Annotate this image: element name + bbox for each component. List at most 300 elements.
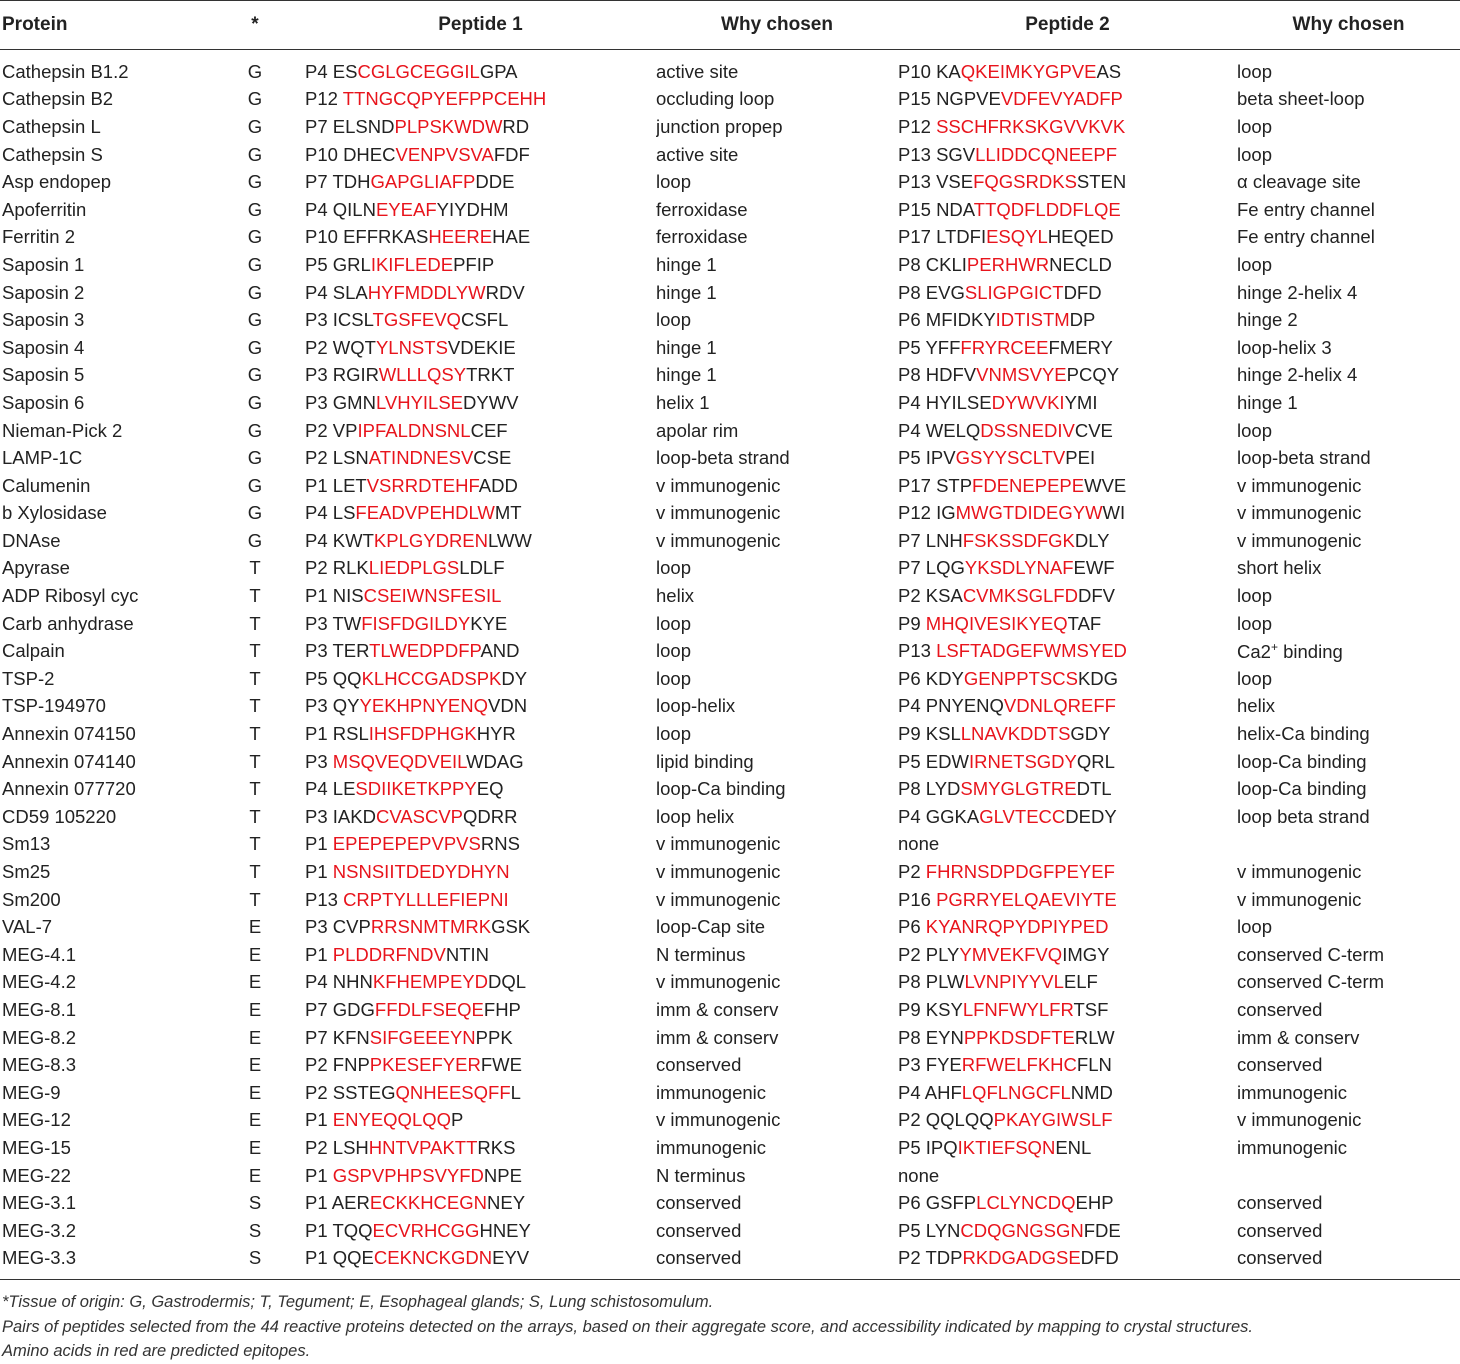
protein-name: MEG-8.2 bbox=[2, 1026, 77, 1048]
why-chosen-2 bbox=[1237, 472, 1460, 500]
why-chosen-2-text: hinge 1 bbox=[1237, 391, 1298, 413]
peptide-flank-n: LQG bbox=[925, 557, 965, 579]
peptide-epitope: IHSFDPHGK bbox=[368, 723, 477, 745]
tissue-code: G bbox=[247, 447, 263, 469]
peptide-position: P16 bbox=[898, 888, 931, 910]
peptide-epitope: FFDLFSEQE bbox=[374, 998, 484, 1020]
why-chosen-2-text: v immunogenic bbox=[1237, 529, 1362, 551]
why-chosen-2 bbox=[1237, 748, 1460, 776]
peptide-epitope: QNHEESQFF bbox=[395, 1081, 511, 1103]
peptide-position: P13 bbox=[898, 640, 931, 662]
peptide-2-cell bbox=[898, 665, 1237, 693]
peptide-position: P2 bbox=[305, 557, 328, 579]
peptide-position: P7 bbox=[305, 998, 328, 1020]
peptide-position: P2 bbox=[305, 336, 328, 358]
peptide-1-cell bbox=[305, 1051, 656, 1079]
why-chosen-2 bbox=[1237, 1024, 1460, 1052]
protein-name: Saposin 2 bbox=[2, 281, 85, 303]
peptide-position: P9 bbox=[898, 998, 921, 1020]
peptide-epitope: FEADVPEHDLW bbox=[355, 502, 495, 524]
peptide-epitope: SMYGLGTRE bbox=[960, 778, 1077, 800]
peptide-position: P3 bbox=[305, 364, 328, 386]
peptide-2-cell bbox=[898, 1051, 1237, 1079]
tissue-code: G bbox=[247, 281, 263, 303]
peptide-flank-c: RKS bbox=[477, 1136, 516, 1158]
why-chosen-2-text: hinge 2 bbox=[1237, 309, 1298, 331]
peptide-flank-n: NGPVE bbox=[936, 88, 1001, 110]
peptide-flank-n: ELSND bbox=[332, 115, 395, 137]
why-chosen-2-text: conserved C-term bbox=[1237, 943, 1385, 965]
table-row bbox=[0, 306, 1460, 334]
peptide-epitope: SSCHFRKSKGVVKVK bbox=[936, 115, 1126, 137]
tissue-code: G bbox=[247, 391, 263, 413]
col-header-tissue: * bbox=[205, 1, 305, 50]
peptide-epitope: PPKDSDFTE bbox=[963, 1026, 1075, 1048]
tissue-code: T bbox=[249, 557, 261, 579]
tissue-code: G bbox=[247, 309, 263, 331]
peptide-2-cell bbox=[898, 1024, 1237, 1052]
peptide-flank-n: DHEC bbox=[343, 143, 396, 165]
peptide-1-cell bbox=[305, 720, 656, 748]
protein-name: Asp endopep bbox=[2, 171, 112, 193]
peptide-flank-c: FHP bbox=[483, 998, 521, 1020]
why-chosen-2-text: helix bbox=[1237, 695, 1276, 717]
why-chosen-2-text: α cleavage site bbox=[1237, 171, 1361, 193]
why-chosen-1: conserved bbox=[656, 1219, 742, 1241]
peptide-flank-n: GMN bbox=[332, 391, 376, 413]
table-row bbox=[0, 362, 1460, 390]
why-chosen-1: loop bbox=[656, 612, 691, 634]
peptide-position: P4 bbox=[305, 529, 328, 551]
tissue-code: T bbox=[249, 723, 261, 745]
why-chosen-2 bbox=[1237, 941, 1460, 969]
tissue-code: E bbox=[248, 916, 262, 938]
why-chosen-2 bbox=[1237, 168, 1460, 196]
tissue-code: G bbox=[247, 253, 263, 275]
peptide-epitope: PERHWR bbox=[966, 253, 1050, 275]
peptide-epitope: CDQGNGSGN bbox=[960, 1219, 1084, 1241]
peptide-flank-n: TER bbox=[332, 640, 370, 662]
why-chosen-2-text: v immunogenic bbox=[1237, 888, 1362, 910]
peptide-epitope: GAPGLIAFP bbox=[370, 171, 476, 193]
peptide-1-cell bbox=[305, 362, 656, 390]
peptide-flank-c: VDEKIE bbox=[447, 336, 516, 358]
peptide-position: P1 bbox=[305, 585, 328, 607]
why-chosen-2 bbox=[1237, 141, 1460, 169]
peptide-flank-n: QY bbox=[332, 695, 360, 717]
peptide-2-cell bbox=[898, 500, 1237, 528]
why-chosen-2 bbox=[1237, 389, 1460, 417]
why-chosen-1: occluding loop bbox=[656, 88, 775, 110]
protein-name: Carb anhydrase bbox=[2, 612, 134, 634]
table-row bbox=[0, 86, 1460, 114]
why-chosen-2 bbox=[1237, 196, 1460, 224]
peptide-flank-n: TW bbox=[332, 612, 362, 634]
protein-name: Sm200 bbox=[2, 888, 61, 910]
peptide-epitope: ECKKHCEGN bbox=[369, 1192, 488, 1214]
peptide-2-cell bbox=[898, 334, 1237, 362]
peptide-position: P4 bbox=[898, 805, 921, 827]
why-chosen-2-text: beta sheet-loop bbox=[1237, 88, 1365, 110]
peptide-flank-c: EHP bbox=[1075, 1192, 1114, 1214]
peptide-flank-n: GRL bbox=[332, 253, 371, 275]
why-chosen-1: imm & conserv bbox=[656, 998, 779, 1020]
peptide-epitope: SLIGPGICT bbox=[964, 281, 1064, 303]
peptide-flank-n: EDW bbox=[925, 750, 969, 772]
peptide-epitope: FDENEPEPE bbox=[972, 474, 1085, 496]
peptide-flank-n: none bbox=[898, 1164, 940, 1186]
peptide-1-cell bbox=[305, 141, 656, 169]
why-chosen-2 bbox=[1237, 886, 1460, 914]
peptide-flank-n: VSE bbox=[936, 171, 974, 193]
peptide-position: P6 bbox=[898, 1192, 921, 1214]
protein-name: Calumenin bbox=[2, 474, 91, 496]
tissue-code: G bbox=[247, 474, 263, 496]
peptide-flank-c: DFD bbox=[1063, 281, 1102, 303]
peptide-position: P5 bbox=[898, 336, 921, 358]
peptide-flank-c: YIYDHM bbox=[436, 198, 509, 220]
why-chosen-1: ferroxidase bbox=[656, 198, 748, 220]
peptide-1-cell bbox=[305, 279, 656, 307]
peptide-flank-n: GSFP bbox=[925, 1192, 977, 1214]
peptide-position: P7 bbox=[898, 557, 921, 579]
peptide-2-cell bbox=[898, 1079, 1237, 1107]
peptide-2-cell bbox=[898, 362, 1237, 390]
peptide-epitope: LVNPIYYVL bbox=[964, 971, 1064, 993]
peptide-flank-n: GDG bbox=[332, 998, 375, 1020]
peptide-epitope: VDNLQREFF bbox=[1003, 695, 1116, 717]
peptide-epitope: CVMKSGLFD bbox=[962, 585, 1078, 607]
peptide-1-cell bbox=[305, 251, 656, 279]
peptide-position: P13 bbox=[305, 888, 338, 910]
peptide-flank-c: VDN bbox=[488, 695, 528, 717]
peptide-flank-c: AS bbox=[1096, 60, 1122, 82]
col-header-why-1: Why chosen bbox=[656, 1, 898, 50]
peptide-2-cell bbox=[898, 1245, 1237, 1273]
peptide-position: P5 bbox=[898, 447, 921, 469]
peptide-flank-n: LET bbox=[332, 474, 367, 496]
peptide-epitope: WLLLQSY bbox=[378, 364, 467, 386]
peptide-epitope: EYEAF bbox=[375, 198, 437, 220]
peptide-1-cell bbox=[305, 831, 656, 859]
why-chosen-2 bbox=[1237, 279, 1460, 307]
peptide-flank-c: DEDY bbox=[1065, 805, 1117, 827]
peptide-2-cell bbox=[898, 86, 1237, 114]
peptide-epitope: MSQVEQDVEIL bbox=[332, 750, 467, 772]
peptide-flank-c: NECLD bbox=[1049, 253, 1112, 275]
protein-name: Annexin 077720 bbox=[2, 778, 136, 800]
why-chosen-2 bbox=[1237, 334, 1460, 362]
peptide-flank-n: PNYENQ bbox=[925, 695, 1004, 717]
peptide-position: P3 bbox=[305, 640, 328, 662]
peptide-epitope: KYANRQPYDPIYPED bbox=[925, 916, 1109, 938]
peptide-epitope: LIEDPLGS bbox=[368, 557, 460, 579]
peptide-flank-c: PCQY bbox=[1066, 364, 1120, 386]
peptide-epitope: VENPVSVA bbox=[395, 143, 494, 165]
peptide-flank-c: ADD bbox=[478, 474, 518, 496]
peptide-2-cell bbox=[898, 168, 1237, 196]
peptide-1-cell bbox=[305, 417, 656, 445]
peptide-epitope: DYWVKI bbox=[991, 391, 1065, 413]
why-chosen-2 bbox=[1237, 1217, 1460, 1245]
peptide-flank-n: MFIDKY bbox=[925, 309, 996, 331]
peptide-position: P2 bbox=[305, 1054, 328, 1076]
peptide-position: P7 bbox=[898, 529, 921, 551]
peptide-flank-n: HDFV bbox=[925, 364, 977, 386]
why-chosen-2-text: loop bbox=[1237, 612, 1272, 634]
peptide-2-cell bbox=[898, 858, 1237, 886]
why-chosen-2-text: loop-helix 3 bbox=[1237, 336, 1332, 358]
why-chosen-2-text: Fe entry channel bbox=[1237, 198, 1375, 220]
why-chosen-2 bbox=[1237, 720, 1460, 748]
peptide-epitope: HYFMDDLYW bbox=[367, 281, 486, 303]
peptide-2-cell bbox=[898, 610, 1237, 638]
peptide-epitope: VDFEVYADFP bbox=[1000, 88, 1123, 110]
why-chosen-2 bbox=[1237, 996, 1460, 1024]
why-chosen-2 bbox=[1237, 251, 1460, 279]
peptide-position: P4 bbox=[305, 971, 328, 993]
peptide-epitope: RKDGADGSE bbox=[962, 1247, 1081, 1269]
peptide-position: P1 bbox=[305, 1164, 328, 1186]
protein-name: Saposin 5 bbox=[2, 364, 85, 386]
peptide-flank-c: HEQED bbox=[1047, 226, 1114, 248]
peptide-epitope: HNTVPAKTT bbox=[368, 1136, 478, 1158]
why-chosen-2-text: Fe entry channel bbox=[1237, 226, 1375, 248]
peptide-1-cell bbox=[305, 86, 656, 114]
peptide-epitope: ESQYL bbox=[986, 226, 1048, 248]
peptide-flank-n: QQLQQ bbox=[925, 1109, 994, 1131]
table-row bbox=[0, 1134, 1460, 1162]
peptide-2-cell bbox=[898, 196, 1237, 224]
why-chosen-2 bbox=[1237, 86, 1460, 114]
why-chosen-2-text: hinge 2-helix 4 bbox=[1237, 281, 1358, 303]
peptide-flank-c: MT bbox=[494, 502, 522, 524]
peptide-position: P15 bbox=[898, 88, 931, 110]
peptide-flank-n: QQ bbox=[332, 667, 362, 689]
peptide-1-cell bbox=[305, 444, 656, 472]
peptide-2-cell bbox=[898, 720, 1237, 748]
peptide-position: P5 bbox=[898, 750, 921, 772]
tissue-code: E bbox=[248, 1081, 262, 1103]
peptide-epitope: LCLYNCDQ bbox=[976, 1192, 1076, 1214]
protein-name: Annexin 074150 bbox=[2, 723, 136, 745]
peptide-flank-c: DFD bbox=[1080, 1247, 1119, 1269]
footnote-epitopes: Amino acids in red are predicted epitopes. bbox=[2, 1342, 311, 1360]
table-row bbox=[0, 941, 1460, 969]
peptide-epitope: FISFDGILDY bbox=[361, 612, 471, 634]
peptide-position: P2 bbox=[898, 1109, 921, 1131]
peptide-epitope: CRPTYLLLEFIEPNI bbox=[343, 888, 509, 910]
peptide-epitope: DSSNEDIV bbox=[980, 419, 1075, 441]
protein-name: Cathepsin L bbox=[2, 115, 101, 137]
tissue-code: T bbox=[249, 750, 261, 772]
table-row bbox=[0, 389, 1460, 417]
peptide-position: P2 bbox=[898, 943, 921, 965]
peptide-epitope: VNMSVYE bbox=[976, 364, 1067, 386]
table-row bbox=[0, 582, 1460, 610]
protein-name: Saposin 6 bbox=[2, 391, 85, 413]
peptide-flank-c: L bbox=[510, 1081, 521, 1103]
peptide-position: P12 bbox=[898, 502, 931, 524]
protein-name: Nieman-Pick 2 bbox=[2, 419, 123, 441]
why-chosen-1: conserved bbox=[656, 1054, 742, 1076]
why-chosen-2 bbox=[1237, 969, 1460, 997]
peptide-epitope: PLDDRFNDV bbox=[332, 943, 446, 965]
peptide-epitope: LNAVKDDTS bbox=[960, 723, 1071, 745]
peptide-epitope: TTNGCQPYEFPPCEHH bbox=[342, 88, 547, 110]
peptide-epitope: RRSNMTMRK bbox=[370, 916, 492, 938]
peptide-flank-n: ICSL bbox=[332, 309, 373, 331]
why-chosen-2-text: conserved bbox=[1237, 1247, 1323, 1269]
why-chosen-2 bbox=[1237, 637, 1460, 665]
peptide-epitope: CGLGCEGGIL bbox=[357, 60, 480, 82]
peptide-1-cell bbox=[305, 665, 656, 693]
why-chosen-2-tail: binding bbox=[1277, 640, 1343, 662]
peptide-flank-n: LSN bbox=[332, 447, 369, 469]
peptide-flank-n: LYN bbox=[925, 1219, 961, 1241]
peptide-1-cell bbox=[305, 196, 656, 224]
superscript-charge: + bbox=[1270, 639, 1278, 654]
peptide-flank-n: KFN bbox=[332, 1026, 370, 1048]
peptide-epitope: RFWELFKHC bbox=[961, 1054, 1077, 1076]
peptide-flank-c: P bbox=[451, 1109, 464, 1131]
why-chosen-2-text: conserved C-term bbox=[1237, 971, 1385, 993]
peptide-flank-c: ENL bbox=[1055, 1136, 1092, 1158]
tissue-code: G bbox=[247, 529, 263, 551]
peptide-epitope: YLNSTS bbox=[375, 336, 448, 358]
peptide-position: P3 bbox=[305, 695, 328, 717]
tissue-code: E bbox=[248, 1164, 262, 1186]
why-chosen-2-text: Ca2 bbox=[1237, 640, 1271, 662]
peptide-position: P5 bbox=[898, 1219, 921, 1241]
tissue-code: E bbox=[248, 943, 262, 965]
why-chosen-2-text: conserved bbox=[1237, 998, 1323, 1020]
why-chosen-2-text: conserved bbox=[1237, 1219, 1323, 1241]
why-chosen-1: v immunogenic bbox=[656, 529, 781, 551]
why-chosen-2-text: loop bbox=[1237, 585, 1272, 607]
peptide-epitope: GSYYSCLTV bbox=[955, 447, 1066, 469]
table-row bbox=[0, 472, 1460, 500]
peptide-flank-c: DDE bbox=[475, 171, 515, 193]
peptide-flank-c: RDV bbox=[485, 281, 525, 303]
tissue-code: G bbox=[247, 226, 263, 248]
peptide-flank-c: KYE bbox=[470, 612, 508, 634]
peptide-flank-c: CSE bbox=[473, 447, 512, 469]
peptide-epitope: SIFGEEEYN bbox=[369, 1026, 476, 1048]
table-row bbox=[0, 141, 1460, 169]
peptide-position: P17 bbox=[898, 226, 931, 248]
why-chosen-1: active site bbox=[656, 60, 739, 82]
peptide-epitope: ATINDNESV bbox=[368, 447, 474, 469]
peptide-1-cell bbox=[305, 996, 656, 1024]
peptide-2-cell bbox=[898, 941, 1237, 969]
why-chosen-2 bbox=[1237, 803, 1460, 831]
peptide-position: P6 bbox=[898, 667, 921, 689]
peptide-2-cell bbox=[898, 1162, 1237, 1190]
peptide-flank-n: HYILSE bbox=[925, 391, 992, 413]
peptide-flank-c: NMD bbox=[1070, 1081, 1113, 1103]
why-chosen-1: v immunogenic bbox=[656, 1109, 781, 1131]
tissue-code: E bbox=[248, 971, 262, 993]
peptide-1-cell bbox=[305, 775, 656, 803]
tissue-code: E bbox=[248, 1109, 262, 1131]
table-row bbox=[0, 444, 1460, 472]
peptide-flank-n: IPV bbox=[925, 447, 956, 469]
peptide-flank-c: PFIP bbox=[453, 253, 495, 275]
protein-name: Sm25 bbox=[2, 861, 51, 883]
table-row bbox=[0, 886, 1460, 914]
why-chosen-2-text: v immunogenic bbox=[1237, 474, 1362, 496]
peptide-flank-n: EFFRKAS bbox=[343, 226, 429, 248]
peptide-flank-n: WQT bbox=[332, 336, 376, 358]
why-chosen-2-text: hinge 2-helix 4 bbox=[1237, 364, 1358, 386]
peptide-flank-n: LTDFI bbox=[936, 226, 987, 248]
protein-name: MEG-4.2 bbox=[2, 971, 77, 993]
table-row bbox=[0, 279, 1460, 307]
table-row bbox=[0, 693, 1460, 721]
peptide-2-cell bbox=[898, 831, 1237, 859]
peptide-flank-c: RNS bbox=[480, 833, 520, 855]
footnote-tissue: *Tissue of origin: G, Gastrodermis; T, Tegument; E, Esophageal glands; S, Lung schistosomulum. bbox=[2, 1293, 714, 1311]
why-chosen-2 bbox=[1237, 913, 1460, 941]
peptide-2-cell bbox=[898, 58, 1237, 86]
why-chosen-1: helix 1 bbox=[656, 391, 710, 413]
peptide-position: P8 bbox=[898, 971, 921, 993]
peptide-flank-n: SSTEG bbox=[332, 1081, 396, 1103]
peptide-position: P4 bbox=[305, 60, 328, 82]
col-header-why-2: Why chosen bbox=[1237, 1, 1460, 50]
peptide-position: P2 bbox=[898, 585, 921, 607]
peptide-flank-c: CVE bbox=[1074, 419, 1113, 441]
why-chosen-2 bbox=[1237, 1134, 1460, 1162]
protein-name: MEG-8.3 bbox=[2, 1054, 77, 1076]
why-chosen-1: loop-Ca binding bbox=[656, 778, 786, 800]
protein-name: Apoferritin bbox=[2, 198, 87, 220]
peptide-flank-n: KSL bbox=[925, 723, 961, 745]
peptide-flank-n: TDP bbox=[925, 1247, 963, 1269]
peptide-epitope: SDIIKETKPPY bbox=[355, 778, 477, 800]
table-row bbox=[0, 58, 1460, 86]
protein-name: CD59 105220 bbox=[2, 805, 117, 827]
why-chosen-2-text: v immunogenic bbox=[1237, 1109, 1362, 1131]
tissue-code: T bbox=[249, 805, 261, 827]
peptide-flank-n: GGKA bbox=[925, 805, 980, 827]
tissue-code: G bbox=[247, 171, 263, 193]
peptide-1-cell bbox=[305, 472, 656, 500]
why-chosen-2-text: loop bbox=[1237, 419, 1272, 441]
peptide-position: P2 bbox=[898, 1247, 921, 1269]
peptide-flank-n: EYN bbox=[925, 1026, 964, 1048]
tissue-code: S bbox=[248, 1247, 262, 1269]
tissue-code: E bbox=[248, 998, 262, 1020]
peptide-flank-c: PPK bbox=[475, 1026, 513, 1048]
tissue-code: G bbox=[247, 115, 263, 137]
table-row bbox=[0, 665, 1460, 693]
why-chosen-1: conserved bbox=[656, 1247, 742, 1269]
protein-name: LAMP-1C bbox=[2, 447, 83, 469]
why-chosen-2-text: v immunogenic bbox=[1237, 502, 1362, 524]
why-chosen-2 bbox=[1237, 500, 1460, 528]
peptide-epitope: GSPVPHPSVYFD bbox=[332, 1164, 484, 1186]
peptide-position: P1 bbox=[305, 1247, 328, 1269]
peptide-flank-n: EVG bbox=[925, 281, 965, 303]
col-header-peptide-1: Peptide 1 bbox=[305, 1, 656, 50]
peptide-epitope: PLPSKWDW bbox=[394, 115, 503, 137]
protein-name: MEG-3.3 bbox=[2, 1247, 77, 1269]
peptide-epitope: LLIDDCQNEEPF bbox=[975, 143, 1118, 165]
peptide-1-cell bbox=[305, 582, 656, 610]
peptide-flank-c: EWF bbox=[1073, 557, 1115, 579]
